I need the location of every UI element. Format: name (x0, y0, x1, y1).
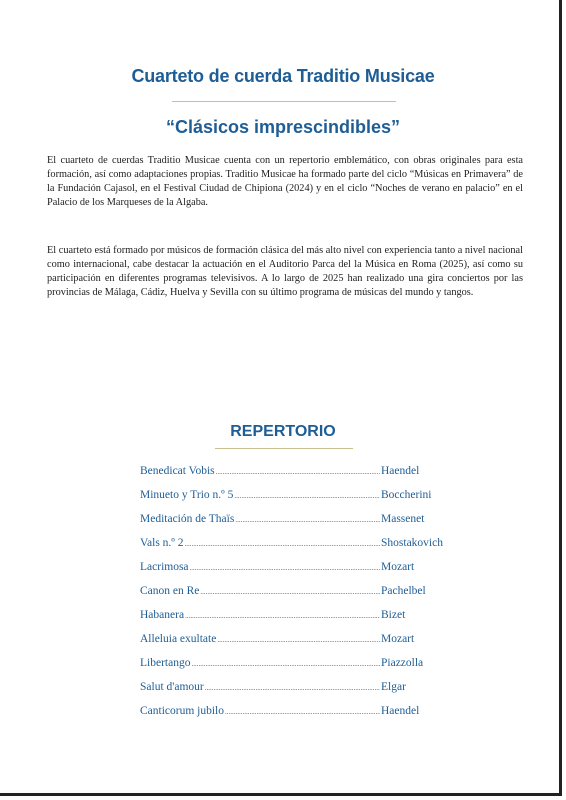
piece-title: Canticorum jubilo (140, 705, 225, 717)
composer-name: Piazzolla (381, 657, 424, 669)
repertoire-item (140, 699, 460, 723)
composer-name: Elgar (381, 681, 406, 693)
composer-name: Boccherini (381, 489, 432, 501)
dot-leader (234, 483, 380, 508)
dot-leader (205, 675, 380, 700)
composer-name: Mozart (381, 633, 415, 645)
document-subtitle: “Clásicos imprescindibles” (165, 117, 401, 137)
piece-title: Libertango (140, 657, 191, 669)
repertoire-heading: REPERTORIO (230, 423, 336, 440)
repertoire-item (140, 651, 460, 675)
piece-title: Habanera (140, 609, 185, 621)
dot-leader (190, 555, 380, 580)
repertoire-item (140, 603, 460, 627)
piece-title: Lacrimosa (140, 561, 189, 573)
piece-title: Meditación de Thaïs (140, 513, 235, 525)
composer-name: Haendel (381, 705, 420, 717)
composer-name: Massenet (381, 513, 425, 525)
dot-leader (185, 531, 381, 556)
composer-name: Bizet (381, 609, 406, 621)
piece-title: Alleluia exultate (140, 633, 217, 645)
dot-leader (200, 579, 380, 604)
repertoire-item (140, 579, 460, 603)
dot-leader (216, 459, 380, 484)
repertoire-divider (215, 448, 353, 449)
dot-leader (191, 651, 380, 676)
repertoire-item (140, 675, 460, 699)
repertoire-item (140, 507, 460, 531)
composer-name: Mozart (381, 561, 415, 573)
composer-name: Shostakovich (381, 537, 443, 549)
piece-title: Benedicat Vobis (140, 465, 215, 477)
dot-leader (235, 507, 380, 532)
piece-title: Canon en Re (140, 585, 200, 597)
dot-leader (185, 603, 380, 628)
repertoire-item (140, 483, 460, 507)
repertoire-item (140, 627, 460, 651)
piece-title: Salut d'amour (140, 681, 204, 693)
members-paragraph: El cuarteto está formado por músicos de formación clásica del más alto nivel con experiencia tanto a nivel nacional como internacional, cabe destacar la actuación en el Auditorio Parca del la Música en Roma (2025), así como su participación en diferentes programas televisivos. A lo largo de 2025 han realizado una gira conciertos por las provincias de Málaga, Cádiz, Huelva y Sevilla con su último programa de músicas del mundo y tangos. (47, 245, 523, 298)
dot-leader (217, 627, 380, 652)
piece-title: Minueto y Trio n.º 5 (140, 489, 234, 501)
dot-leader (225, 699, 380, 724)
piece-title: Vals n.º 2 (140, 537, 184, 549)
repertoire-list (140, 459, 460, 723)
repertoire-item (140, 459, 460, 483)
document-title: Cuarteto de cuerda Traditio Musicae (131, 66, 435, 86)
composer-name: Pachelbel (381, 585, 426, 597)
intro-paragraph: El cuarteto de cuerdas Traditio Musicae cuenta con un repertorio emblemático, con obras originales para esta formación, así como adaptaciones propias. Traditio Musicae ha formado parte del ciclo “Músicas en Primavera” de la Fundación Cajasol, en el Festival Ciudad de Chipiona (2024) y en el ciclo “Noches de verano en palacio” en el Palacio de los Marqueses de la Algaba. (47, 155, 523, 208)
title-divider (172, 101, 396, 102)
composer-name: Haendel (381, 465, 420, 477)
repertoire-item (140, 531, 460, 555)
repertoire-item (140, 555, 460, 579)
